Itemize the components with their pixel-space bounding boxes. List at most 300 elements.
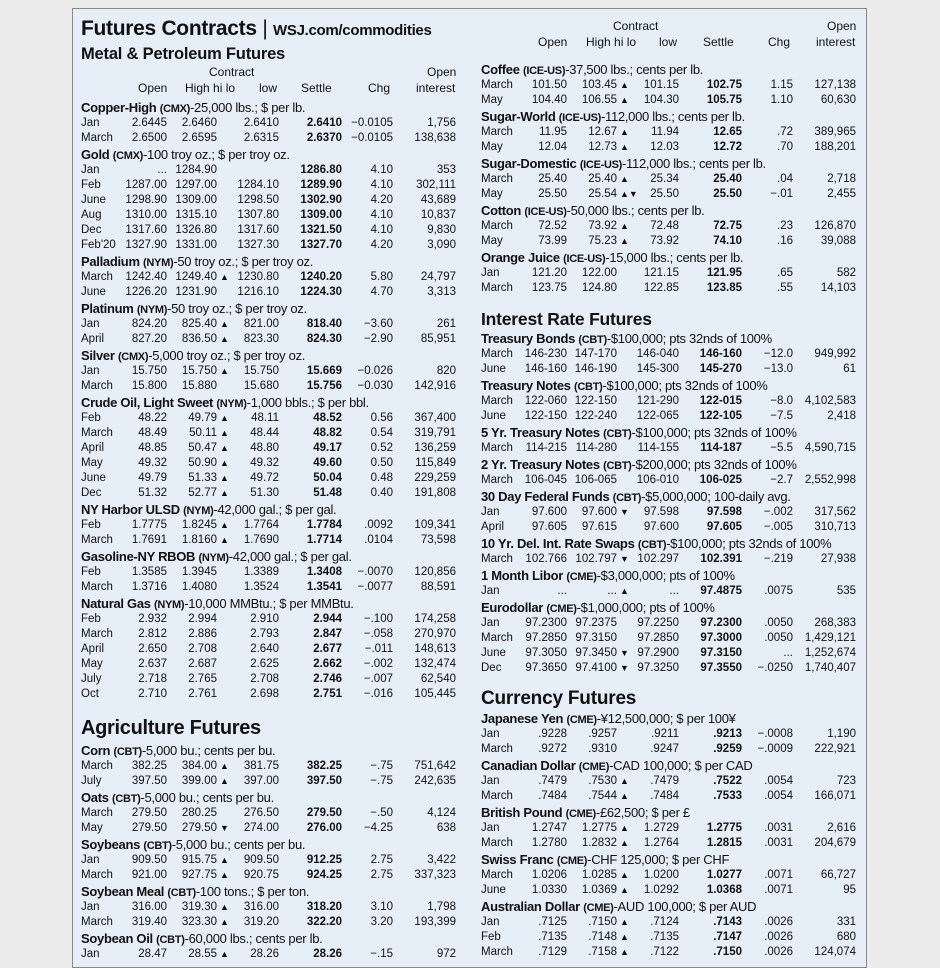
low-cell: 2.793 <box>250 628 279 640</box>
settle-cell: .9259 <box>713 743 742 755</box>
interest-contracts <box>481 330 861 676</box>
settle-cell: 48.82 <box>313 427 342 439</box>
section-title-metals: Metal & Petroleum Futures <box>81 45 286 63</box>
high-low-marker: ▲ <box>220 366 229 376</box>
open-cell: 73.99 <box>538 235 567 247</box>
high-low-marker: ▲ <box>620 838 629 848</box>
month-cell: May <box>481 141 503 153</box>
low-cell: 274.00 <box>243 822 279 834</box>
high-cell: 836.50 <box>181 333 217 345</box>
table-row <box>481 187 861 202</box>
contract-heading <box>81 99 461 116</box>
open-interest-cell: 142,916 <box>414 380 456 392</box>
open-cell: 1310.00 <box>125 209 167 221</box>
open-interest-cell: 535 <box>836 585 856 597</box>
chg-cell: 4.10 <box>370 179 393 191</box>
hdr-settle-r: Settle <box>703 35 734 49</box>
low-cell: 1.0200 <box>643 869 679 881</box>
high-low-marker: ▲ <box>220 761 229 771</box>
low-cell: 122-065 <box>636 410 679 422</box>
high-low-marker: ▲ <box>220 319 229 329</box>
chg-cell: 1.10 <box>770 94 793 106</box>
low-cell: 73.92 <box>650 235 679 247</box>
contract-description: -5,000 bu.; cents per bu. <box>140 790 274 805</box>
month-cell: March <box>481 220 513 232</box>
hdr-settle: Settle <box>301 81 332 95</box>
table-row <box>81 441 461 456</box>
page-title <box>81 15 461 43</box>
chg-cell: −.0008 <box>757 728 793 740</box>
high-cell: 2.994 <box>188 613 217 625</box>
chg-cell: .55 <box>777 282 793 294</box>
table-row <box>481 836 861 851</box>
month-cell: Jan <box>481 822 500 834</box>
high-cell: 1331.00 <box>175 239 217 251</box>
chg-cell: .0054 <box>764 790 793 802</box>
open-interest-cell: 2,455 <box>827 188 856 200</box>
contract-name: Oats <box>81 790 109 805</box>
table-row <box>481 93 861 108</box>
contract-exchange: (CBT) <box>112 793 141 805</box>
month-cell: March <box>81 534 113 546</box>
contract-name: Cotton <box>481 203 522 218</box>
contract-exchange: (CBT) <box>603 428 632 440</box>
open-cell: 279.50 <box>131 822 167 834</box>
contract-name: 5 Yr. Treasury Notes <box>481 425 600 440</box>
chg-cell: −.75 <box>370 775 393 787</box>
open-cell: 1.0206 <box>531 869 567 881</box>
open-interest-cell: 9,830 <box>427 224 456 236</box>
month-cell: Jan <box>81 854 100 866</box>
open-interest-cell: 949,992 <box>814 348 856 360</box>
month-cell: Jan <box>81 901 100 913</box>
table-row <box>81 821 461 836</box>
open-interest-cell: 10,837 <box>420 209 456 221</box>
settle-cell: 50.04 <box>313 472 342 484</box>
table-row <box>481 520 861 535</box>
high-cell: 102.797 <box>575 553 617 565</box>
low-cell: 319.20 <box>243 916 279 928</box>
table-row <box>81 518 461 533</box>
settle-cell: 97.605 <box>706 521 742 533</box>
low-cell: .9247 <box>650 743 679 755</box>
open-interest-cell: 115,849 <box>415 457 456 469</box>
high-cell: 2.6595 <box>181 132 217 144</box>
settle-cell: 15.756 <box>306 380 342 392</box>
settle-cell: 97.3150 <box>700 647 742 659</box>
open-interest-cell: 127,138 <box>814 79 856 91</box>
high-low-marker: ▲ <box>220 334 229 344</box>
open-interest-cell: 2,552,998 <box>804 474 856 486</box>
contract-description: -5,000 bu.; cents per bu. <box>141 743 276 758</box>
high-cell: 2.765 <box>188 673 217 685</box>
chg-cell: −2.90 <box>363 333 393 345</box>
chg-cell: .0071 <box>764 869 793 881</box>
open-interest-cell: 302,111 <box>416 179 456 191</box>
contract-heading <box>481 567 861 584</box>
open-cell: 51.32 <box>138 487 167 499</box>
low-cell: 12.03 <box>650 141 679 153</box>
open-cell: 279.50 <box>131 807 167 819</box>
low-cell: 1317.60 <box>237 224 279 236</box>
contract-description: -5,000 bu.; cents per bu. <box>171 837 306 852</box>
contract-description: -50 troy oz.; $ per troy oz. <box>173 254 314 269</box>
high-cell: 52.77 <box>188 487 217 499</box>
open-cell: .9228 <box>538 728 567 740</box>
open-interest-cell: 43,689 <box>420 194 456 206</box>
chg-cell: −.058 <box>363 628 393 640</box>
currency-contracts <box>481 710 861 960</box>
settle-cell: 2.944 <box>313 613 342 625</box>
open-cell: 49.79 <box>138 472 167 484</box>
contract-name: Japanese Yen <box>481 711 564 726</box>
contract-heading <box>481 804 861 821</box>
open-cell: 1.0330 <box>531 884 567 896</box>
settle-cell: 28.26 <box>313 948 342 960</box>
low-cell: 97.2850 <box>637 632 679 644</box>
high-low-marker: ▲ <box>620 174 629 184</box>
contract-heading <box>481 108 861 125</box>
low-cell: 25.34 <box>650 173 679 185</box>
table-row <box>81 364 461 379</box>
settle-cell: 1.0277 <box>706 869 742 881</box>
month-cell: March <box>81 380 113 392</box>
high-cell: 97.600 <box>581 506 617 518</box>
open-cell: 921.00 <box>131 869 167 881</box>
month-cell: April <box>81 442 105 454</box>
table-row <box>81 627 461 642</box>
open-cell: 1298.90 <box>125 194 167 206</box>
high-low-marker: ▼ <box>620 663 629 673</box>
high-cell: 2.761 <box>188 688 217 700</box>
table-row <box>481 78 861 93</box>
settle-cell: 318.20 <box>306 901 342 913</box>
low-cell: 28.26 <box>250 948 279 960</box>
chg-cell: 0.40 <box>370 487 393 499</box>
high-cell: 103.45 <box>581 79 617 91</box>
contract-description: -$100,000; pts 32nds of 100% <box>666 536 832 551</box>
contract-exchange: (CBT) <box>603 460 632 472</box>
hdr-low: low <box>259 81 278 95</box>
high-cell: 1.0369 <box>581 884 617 896</box>
low-cell: .9211 <box>651 728 679 740</box>
open-interest-cell: 270,970 <box>414 628 456 640</box>
month-cell: Jan <box>81 318 100 330</box>
chg-cell: −7.5 <box>770 410 793 422</box>
chg-cell: 4.20 <box>370 194 393 206</box>
high-cell: 12.73 <box>588 141 617 153</box>
contract-name: 30 Day Federal Funds <box>481 489 610 504</box>
contract-heading <box>81 742 461 759</box>
open-cell: 2.718 <box>138 673 167 685</box>
contract-name: Swiss Franc <box>481 852 554 867</box>
month-cell: Feb <box>81 179 101 191</box>
high-cell: 384.00 <box>181 760 217 772</box>
contract-description: -37,500 lbs.; cents per lb. <box>565 62 704 77</box>
month-cell: March <box>481 442 513 454</box>
high-low-marker: ▲ <box>620 586 629 596</box>
contract-description: -$1,000,000; pts of 100% <box>576 600 715 615</box>
open-cell: 2.6445 <box>131 117 167 129</box>
contract-heading <box>481 710 861 727</box>
high-cell: 106-065 <box>574 474 617 486</box>
month-cell: March <box>81 869 113 881</box>
low-cell: 48.11 <box>251 412 279 424</box>
open-cell: .7484 <box>538 790 567 802</box>
settle-cell: .7522 <box>713 775 742 787</box>
contract-heading <box>481 851 861 868</box>
column-header-left <box>81 65 461 99</box>
open-cell: 97.2300 <box>525 617 567 629</box>
month-cell: Jan <box>481 916 500 928</box>
contract-name: Soybean Oil <box>81 931 153 946</box>
low-cell: 48.80 <box>250 442 279 454</box>
hdr-low-r: low <box>659 35 678 49</box>
contract-exchange: (ICE-US) <box>563 253 606 265</box>
contract-heading <box>481 757 861 774</box>
open-interest-cell: 4,102,583 <box>804 395 856 407</box>
open-interest-cell: 1,252,674 <box>804 647 856 659</box>
month-cell: March <box>481 282 513 294</box>
low-cell: 97.2900 <box>637 647 679 659</box>
high-cell: 2.687 <box>188 658 217 670</box>
high-cell: 280.25 <box>181 807 217 819</box>
open-interest-cell: 166,071 <box>814 790 856 802</box>
month-cell: June <box>481 647 506 659</box>
open-cell: 97.2850 <box>525 632 567 644</box>
table-row <box>81 900 461 915</box>
high-cell: 97.4100 <box>575 662 617 674</box>
contract-name: Canadian Dollar <box>481 758 576 773</box>
low-cell: 1298.50 <box>237 194 279 206</box>
low-cell: 114-155 <box>637 442 679 454</box>
table-row <box>81 317 461 332</box>
contract-description: -100 troy oz.; $ per troy oz. <box>143 147 290 162</box>
contract-exchange: (CBT) <box>612 492 642 504</box>
contract-name: Gasoline-NY RBOB <box>81 549 196 564</box>
open-cell: 1327.90 <box>125 239 167 251</box>
high-cell: 49.79 <box>188 412 217 424</box>
month-cell: May <box>481 188 503 200</box>
month-cell: May <box>481 235 503 247</box>
low-cell: 72.48 <box>650 220 679 232</box>
settle-cell: 1.3408 <box>306 566 342 578</box>
settle-cell: 49.17 <box>313 442 342 454</box>
open-cell: .9272 <box>538 743 567 755</box>
open-interest-cell: 723 <box>836 775 856 787</box>
month-cell: Jan <box>481 506 500 518</box>
open-interest-cell: 138,638 <box>414 132 456 144</box>
month-cell: Jan <box>481 267 500 279</box>
low-cell: 381.75 <box>243 760 279 772</box>
month-cell: April <box>81 643 105 655</box>
contract-name: Soybeans <box>81 837 141 852</box>
month-cell: Dec <box>81 487 102 499</box>
open-cell: .7135 <box>538 931 567 943</box>
chg-cell: −0.026 <box>357 365 393 377</box>
hdr-contract-r: Contract <box>613 19 659 33</box>
high-cell: .7530 <box>588 775 617 787</box>
open-cell: 25.40 <box>538 173 567 185</box>
open-cell: 122-150 <box>524 410 567 422</box>
low-cell: 48.44 <box>250 427 279 439</box>
table-row <box>81 131 461 146</box>
hdr-oi-1: Open <box>427 65 457 79</box>
high-low-marker: ▲ <box>220 776 229 786</box>
right-column <box>481 15 861 960</box>
contract-exchange: (CME) <box>556 855 588 867</box>
contract-heading <box>481 202 861 219</box>
open-interest-cell: 27,938 <box>820 553 856 565</box>
table-row <box>81 208 461 223</box>
open-cell: 382.25 <box>131 760 167 772</box>
open-cell: 49.32 <box>138 457 167 469</box>
contract-description: -100 tons.; $ per ton. <box>195 884 310 899</box>
open-interest-cell: 73,598 <box>420 534 456 546</box>
chg-cell: −.0009 <box>757 743 793 755</box>
open-interest-cell: 14,103 <box>820 282 856 294</box>
hdr-chg-r: Chg <box>768 35 791 49</box>
contract-name: NY Harbor ULSD <box>81 502 180 517</box>
settle-cell: 97.598 <box>706 506 742 518</box>
low-cell: 49.72 <box>250 472 279 484</box>
low-cell: 106-010 <box>636 474 679 486</box>
contract-heading <box>481 249 861 266</box>
low-cell: 1.7690 <box>243 534 279 546</box>
open-cell: 146-230 <box>524 348 567 360</box>
high-low-marker: ▲ <box>620 885 629 895</box>
chg-cell: .0031 <box>764 822 793 834</box>
high-cell: 124.80 <box>581 282 617 294</box>
high-cell: 15.880 <box>181 380 217 392</box>
contract-name: Treasury Bonds <box>481 331 576 346</box>
low-cell: 2.6410 <box>243 117 279 129</box>
chg-cell: .65 <box>777 267 793 279</box>
low-cell: 1.3389 <box>243 566 279 578</box>
contract-name: Silver <box>81 348 115 363</box>
table-row <box>481 281 861 296</box>
open-cell: 48.85 <box>138 442 167 454</box>
open-cell: 1.3585 <box>131 566 167 578</box>
contract-description: -112,000 lbs.; cents per lb. <box>622 156 766 171</box>
open-interest-cell: 24,797 <box>420 271 456 283</box>
high-cell: 1.4080 <box>181 581 217 593</box>
contract-description: -$100,000; pts 32nds of 100% <box>631 425 797 440</box>
high-low-marker: ▼ <box>620 648 629 658</box>
contract-heading <box>481 488 861 505</box>
high-low-marker: ▲ <box>220 443 229 453</box>
contract-name: 2 Yr. Treasury Notes <box>481 457 600 472</box>
open-cell: 2.812 <box>138 628 167 640</box>
table-row <box>81 411 461 426</box>
month-cell: Jan <box>481 585 500 597</box>
high-low-marker: ▲ <box>620 917 629 927</box>
low-cell: .7122 <box>650 946 679 958</box>
contract-heading <box>481 155 861 172</box>
open-interest-cell: 319,791 <box>414 427 456 439</box>
settle-cell: 924.25 <box>306 869 342 881</box>
table-row <box>481 125 861 140</box>
hdr-oi-1-r: Open <box>827 19 857 33</box>
table-row <box>81 238 461 253</box>
open-interest-cell: 174,258 <box>414 613 456 625</box>
open-interest-cell: 310,713 <box>814 521 856 533</box>
open-interest-cell: 242,635 <box>414 775 456 787</box>
high-low-marker: ▲ <box>620 947 629 957</box>
contract-heading <box>81 300 461 317</box>
section-gap <box>481 296 861 308</box>
settle-cell: 102.75 <box>706 79 742 91</box>
contract-exchange: (CME) <box>583 902 614 914</box>
open-interest-cell: 85,951 <box>420 333 456 345</box>
settle-cell: 824.30 <box>306 333 342 345</box>
high-low-marker: ▲ <box>620 791 629 801</box>
settle-cell: 1286.80 <box>300 164 342 176</box>
open-interest-cell: 1,740,407 <box>804 662 856 674</box>
table-row <box>81 853 461 868</box>
open-cell: 123.75 <box>531 282 567 294</box>
high-low-marker: ▲ <box>620 95 629 105</box>
open-cell: 121.20 <box>531 267 567 279</box>
hdr-open-r: Open <box>538 35 568 49</box>
contract-exchange: (NYM) <box>154 599 185 611</box>
settle-cell: .9213 <box>713 728 742 740</box>
low-cell: 11.94 <box>651 126 679 138</box>
high-cell: 2.708 <box>188 643 217 655</box>
open-interest-cell: 88,591 <box>420 581 456 593</box>
chg-cell: 0.50 <box>370 457 393 469</box>
open-cell: 97.605 <box>531 521 567 533</box>
contract-heading <box>81 394 461 411</box>
chg-cell: −2.7 <box>770 474 793 486</box>
chg-cell: 5.80 <box>370 271 393 283</box>
month-cell: June <box>481 884 506 896</box>
settle-cell: 12.72 <box>713 141 742 153</box>
open-interest-cell: 2,718 <box>827 173 856 185</box>
open-cell: 11.95 <box>539 126 567 138</box>
open-interest-cell: 188,201 <box>814 141 856 153</box>
open-cell: 114-215 <box>525 442 567 454</box>
open-interest-cell: 820 <box>436 365 456 377</box>
low-cell: 1216.10 <box>237 286 279 298</box>
chg-cell: −.007 <box>363 673 393 685</box>
month-cell: July <box>81 673 102 685</box>
contract-description: -CAD 100,000; $ per CAD <box>609 758 753 773</box>
low-cell: .7135 <box>650 931 679 943</box>
contract-exchange: (CME) <box>578 761 610 773</box>
month-cell: March <box>481 869 513 881</box>
chg-cell: .0104 <box>364 534 393 546</box>
high-cell: 1309.00 <box>175 194 217 206</box>
month-cell: May <box>481 94 503 106</box>
contract-name: British Pound <box>481 805 563 820</box>
settle-cell: 97.4875 <box>700 585 742 597</box>
hdr-high-r: High hi lo <box>586 35 637 49</box>
open-interest-cell: 268,383 <box>814 617 856 629</box>
high-cell: 323.30 <box>181 916 217 928</box>
month-cell: March <box>481 946 513 958</box>
low-cell: 101.15 <box>643 79 679 91</box>
settle-cell: 97.2300 <box>700 617 742 629</box>
chg-cell: .0050 <box>764 632 793 644</box>
chg-cell: −0.030 <box>357 380 393 392</box>
high-low-marker: ▲ <box>620 80 629 90</box>
month-cell: March <box>81 916 113 928</box>
high-cell: 399.00 <box>181 775 217 787</box>
open-cell: .7125 <box>538 916 567 928</box>
open-interest-cell: 751,642 <box>414 760 456 772</box>
chg-cell: .0026 <box>764 931 793 943</box>
